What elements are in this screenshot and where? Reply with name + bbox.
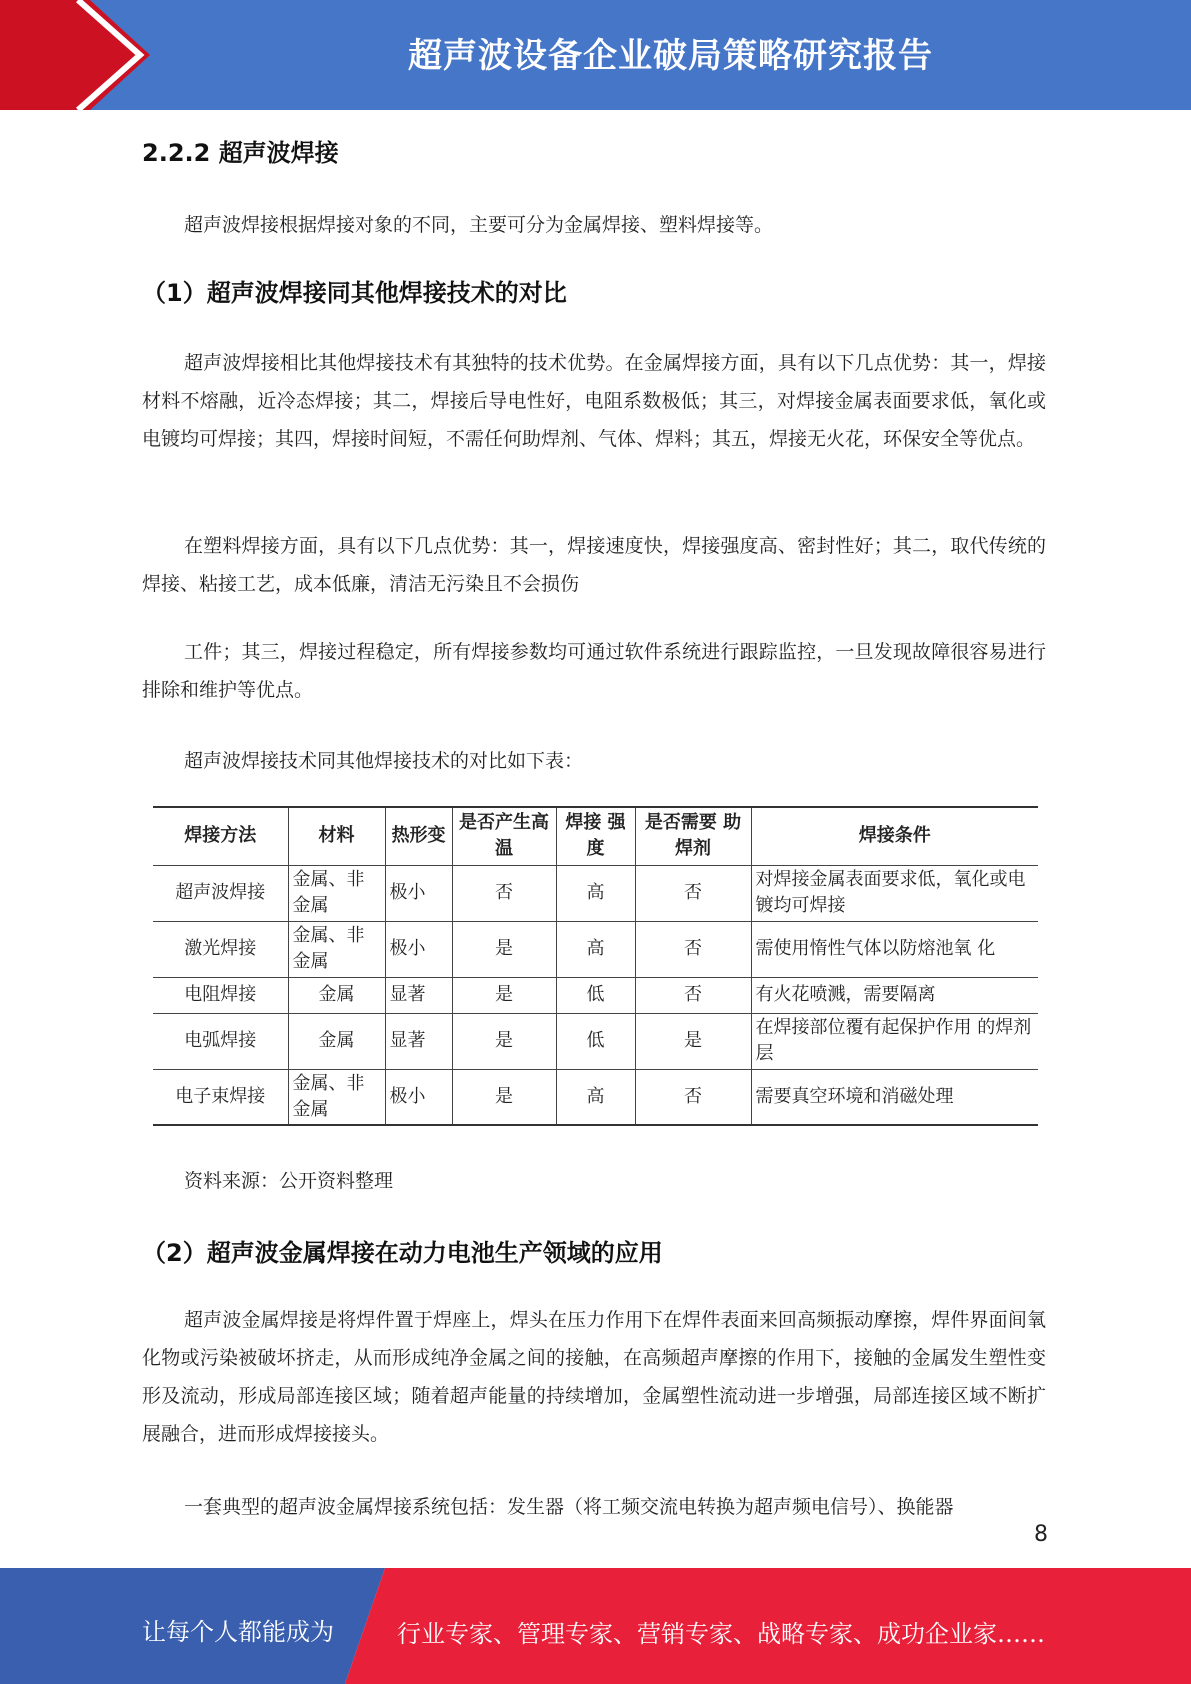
table-cell: 是 [452,977,556,1013]
table-header-cell: 焊接方法 [153,807,288,865]
table-row [153,1069,1038,1125]
table-cell: 否 [452,865,556,921]
table-header-row [153,807,1038,865]
subsection-1-heading: （1）超声波焊接同其他焊接技术的对比 [142,279,567,307]
table-header-cell: 是否需要 助焊剂 [635,807,751,865]
metal-welding-principle-paragraph: 超声波金属焊接是将焊件置于焊座上，焊头在压力作用下在焊件表面来回高频振动摩擦，焊件界面间氧化物或污染被破坏挤走，从而形成纯净金属之间的接触，在高频超声摩擦的作用下，接触的金属发生塑性变形及流动，形成局部连接区域；随着超声能量的持续增加，金属塑性流动进一步增强，局部连接区域不断扩展融合，进而形成焊接接头。 [142,1309,1046,1445]
welding-system-paragraph: 一套典型的超声波金属焊接系统包括：发生器（将工频交流电转换为超声频电信号）、换能器 [184,1496,954,1518]
section-heading: 2.2.2 超声波焊接 [142,139,339,167]
table-cell: 否 [635,921,751,977]
table-cell: 金属 [288,1013,385,1069]
table-header-cell: 是否产生高温 [452,807,556,865]
table-cell: 否 [635,1069,751,1125]
table-cell: 金属、非金属 [288,1069,385,1125]
footer-slogan-right: 行业专家、管理专家、营销专家、战略专家、成功企业家…… [397,1620,1045,1648]
table-cell: 高 [556,921,635,977]
table-cell: 极小 [385,1069,452,1125]
header-band [0,0,1191,110]
table-header-cell: 焊接条件 [751,807,1038,865]
table-cell: 是 [452,921,556,977]
table-cell: 否 [635,977,751,1013]
table-cell: 低 [556,1013,635,1069]
metal-welding-advantages-paragraph: 超声波焊接相比其他焊接技术有其独特的技术优势。在金属焊接方面，具有以下几点优势：其一，焊接材料不熔融，近冷态焊接；其二，焊接后导电性好，电阻系数极低；其三，对焊接金属表面要求低，氧化或电镀均可焊接；其四，焊接时间短，不需任何助焊剂、气体、焊料；其五，焊接无火花，环保安全等优点。 [142,352,1046,450]
table-cell: 高 [556,1069,635,1125]
table-cell: 极小 [385,921,452,977]
table-cell: 需使用惰性气体以防熔池氧 化 [751,921,1038,977]
table-cell: 金属、非金属 [288,921,385,977]
table-intro-paragraph: 超声波焊接技术同其他焊接技术的对比如下表： [184,750,584,772]
table-cell: 高 [556,865,635,921]
table-cell: 是 [452,1013,556,1069]
section-intro-paragraph: 超声波焊接根据焊接对象的不同，主要可分为金属焊接、塑料焊接等。 [184,214,774,236]
welding-comparison-table [153,806,1038,1126]
table-cell: 金属 [288,977,385,1013]
plastic-welding-continued-paragraph: 工件；其三，焊接过程稳定，所有焊接参数均可通过软件系统进行跟踪监控，一旦发现故障很容易进行排除和维护等优点。 [142,641,1046,701]
table-header-cell: 材料 [288,807,385,865]
table-cell: 电阻焊接 [153,977,288,1013]
page-number: 8 [1034,1522,1048,1547]
table-header-cell: 焊接 强度 [556,807,635,865]
table-cell: 显著 [385,977,452,1013]
table-cell: 有火花喷溅，需要隔离 [751,977,1038,1013]
table-cell: 极小 [385,865,452,921]
table-row [153,865,1038,921]
subsection-2-heading: （2）超声波金属焊接在动力电池生产领域的应用 [142,1239,663,1267]
footer-slogan-left: 让每个人都能成为 [142,1618,334,1646]
table-cell: 否 [635,865,751,921]
table-header-cell: 热形变 [385,807,452,865]
table-cell: 是 [635,1013,751,1069]
table-cell: 是 [452,1069,556,1125]
table-cell: 对焊接金属表面要求低，氧化或电镀均可焊接 [751,865,1038,921]
table-cell: 激光焊接 [153,921,288,977]
table-cell: 在焊接部位覆有起保护作用 的焊剂层 [751,1013,1038,1069]
report-title: 超声波设备企业破局策略研究报告 [408,36,933,76]
footer-band [0,1568,1191,1684]
table-source-note: 资料来源：公开资料整理 [184,1170,394,1192]
table-cell: 电子束焊接 [153,1069,288,1125]
table-row [153,977,1038,1013]
table-cell: 超声波焊接 [153,865,288,921]
table-cell: 电弧焊接 [153,1013,288,1069]
table-cell: 低 [556,977,635,1013]
table-cell: 金属、非金属 [288,865,385,921]
table-cell: 需要真空环境和消磁处理 [751,1069,1038,1125]
table-cell: 显著 [385,1013,452,1069]
table-row [153,921,1038,977]
plastic-welding-advantages-paragraph: 在塑料焊接方面，具有以下几点优势：其一，焊接速度快，焊接强度高、密封性好；其二，取代传统的焊接、粘接工艺，成本低廉，清洁无污染且不会损伤 [142,535,1046,595]
table-row [153,1013,1038,1069]
